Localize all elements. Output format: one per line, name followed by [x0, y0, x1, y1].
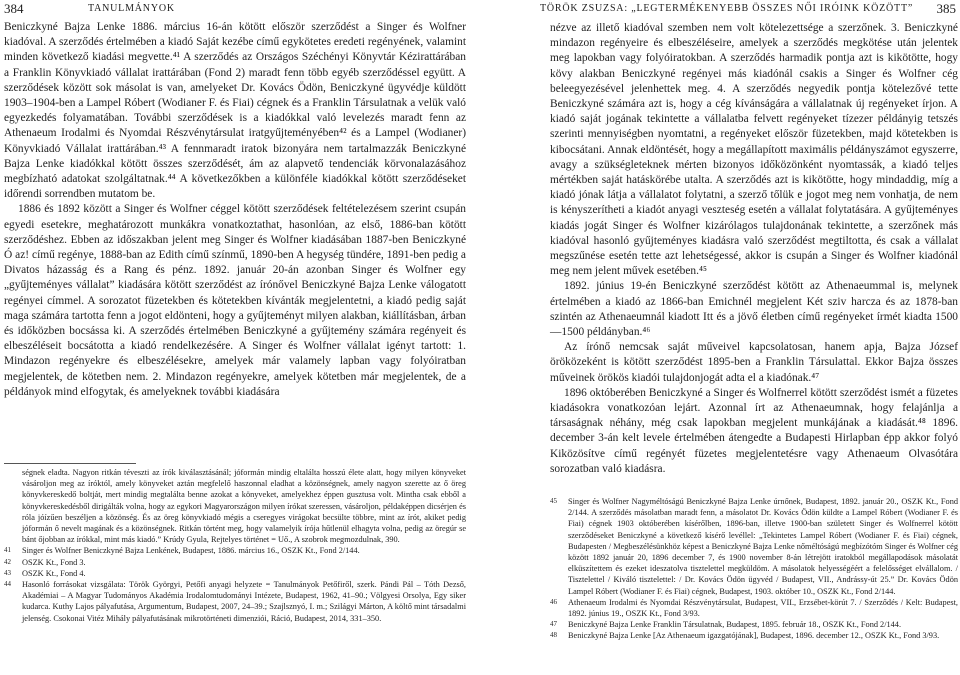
left-paragraph-2: 1886 és 1892 között a Singer és Wolfner céggel kötött szerződések feltételezésem szerint csupán egyedi esetekre, meghatározott munkákra vonatkoztathat, hasonlóan, az első, 1886-ban kötött szerződéshez. Ebben az időszakban jelent meg Singer és Wolfner kiadásában 1887-ben Beniczkyné Ó az! című regénye, 1888-ban az Edith című színmű, 1890-ben A hegység tündére, 1891-ben pedig a Divatos házasság és a Rang és pénz. 1892. január 20-án azonban Singer és Wolfner egy „gyűjteményes vállalat” kiadására kötött szerződést az írónővel Beniczkyné Bajza Lenke válogatott regényei címmel. A sorozatot füzetekben és kötetekben kívánták megjelentetni, a kiadó pedig saját maga számára tartotta fenn a jogot eldönteni, hogy a gyűjteményt milyen alakban, kiállításban, árban és időközben bocsássa ki. A szerződés értelmében Beniczkyné a gyűjtemény számára regényeit és elbeszéléseit bocsátotta a kiadó rendelkezésére. A Singer és Wolfner vállalat igényt tartott: 1. Mindazon regényekre és elbeszélésekre, amelyek már valamely lapban vagy folyóiratban megjelentek, de kötetben nem. 2. Mindazon regényekre, amelyek kötetben már megjelentek, de a példányok mind elfogytak, és amelyeknek további kiadására [4, 203, 466, 398]
footnote-text: Beniczkyné Bajza Lenke [Az Athenaeum igazgatójának], Budapest, 1896. december 12., OSZK Kt., Fond 3/93. [568, 631, 940, 641]
left-body-text [4, 20, 466, 400]
right-paragraph-4: 1896 októberében Beniczkyné a Singer és Wolfnerrel kötött szerződést ismét a füzetes kiadásokra vonatkozóan lejárt. Azonnal írt az Athenaeumnak, hogy felajánlja a társaságnak néhány, még csak lapokban megjelent munkájának a kiadását.⁴⁸ 1896. december 3-án kelt levele értelmében átengedte a Budapesti Hirlapban épp akkor folyó Kiközösítve című regényét füzetes megjelentetésre vagy Athenaeum Olvasótára sorozatban való kiadásra. [550, 386, 958, 475]
footnote-text: ségnek eladta. Nagyon ritkán téveszti az írók kiválasztásánál; jóformán mindig eltalálta hosszú élete alatt, hogy milyen könyveket vásároljon meg az íróktól, amely könyveket aztán megfelelő haszonnal eladhat a közönségnek, amely nagyon szerette az ő öreg könyvkereskedő boltját, mert mindig megtalálta benne azokat a könyveket, amelyekhez éppen gusztusa volt. Mintha csak ebből a könyvkereskedésből dirigálták volna, hogy az egykori Magyarországon milyen írókat szeressen, vásároljon, példaképpen dicsérjen és róla jóízűen beszéljen a közönség. És az öreg könyvkiadó mégis a cseregyes virágokat becsülte többre, mint az írót, akiket pedig jóformán ő nevelt magának és a közönségnek. Ritkán történt meg, hogy valamelyik írója hűtlenül elhagyta volna, pedig az öregúr se bánt őjobban az írókkal, mint más kiadó.” Krúdy Gyula, Rejtelyes történet = Uő., A szobrok megmozdulnak, 390. [22, 468, 466, 545]
footnote [4, 579, 466, 624]
left-running-header [4, 1, 466, 17]
footnote-number: 43 [4, 568, 11, 577]
footnote-text: OSZK Kt., Fond 4. [22, 568, 86, 578]
left-paragraph-1: Beniczkyné Bajza Lenke 1886. március 16-án kötött először szerződést a Singer és Wolfner kiadóval. A szerződés értelmében a kiadó Saját kezébe című egykötetes eredeti regényének, valamint minden következő kiadási megvette.⁴¹ A szerződés az Országos Széchényi Könyvtár Kézirattárában a Franklin Könyvkiadó vállalat irattárában (Fond 2) maradt fenn több egyéb szerződéssel együtt. A szerződések között sok másolat is van, amelyeket Dr. Kovács Ödön, Beniczkyné ügyvédje küldött 1903–1904-ben a Lampel Róbert (Wodianer F. és Fiai) cégnek és a Franklin Társulatnak a velük való egyezkedés folyamatában. További szerződések is a kiadókkal való levelezés maradt fenn az Athenaeum Irodalmi és Nyomdai Részvénytársulat iratgyűjteményében⁴² és a Lampel (Wodianer) Könyvkiadó Vállalat irattárában.⁴³ A fennmaradt iratok bizonyára nem tartalmazzák Beniczkyné Bajza Lenke kiadókkal kötött összes szerződését, ám az alapvető tendenciák körvonalazásához megbízható adatokat szolgáltatnak.⁴⁴ A következőkben a különféle kiadókkal kötött szerződéseket időrendi sorrendben mutatom be. [4, 21, 466, 201]
right-paragraph-3: Az írónő nemcsak saját műveivel kapcsolatosan, hanem apja, Bajza József öröközeként is kötött szerződést 1895-ben a Franklin Társulattal. Ekkor Bajza összes műveinek örökös kiadói tulajdonjogát adta el a kiadónak.⁴⁷ [550, 341, 958, 384]
right-page [480, 0, 960, 675]
right-running-title: TÖRÖK ZSUZSA: „LEGTERMÉKENYEBB ÖSSZES NŐI IRÓINK KÖZÖTT” [540, 3, 914, 14]
footnote-text: Hasonló forrásokat vizsgálata: Török Györgyi, Petőfi anyagi helyzete = Tanulmányok Petőfiről, szerk. Pándi Pál – Tóth Dezső, Akadémiai – A Magyar Tudományos Akadémia Irodalomtudományi Intézete, Budapest, 1962, 41–90.; Völgyesi Orsolya, Egy siker kudarca. Kuthy Lajos pályafutása, Argumentum, Budapest, 2007, 24–39.; Szajlsznyó, I. m.; Szilágyi Márton, A költő mint társadalmi jelenség. Csokonai Vitéz Mihály pályafutásának mikrotörténeti dimenziói, Ráció, Budapest, 2014, 331–350. [22, 580, 466, 623]
left-running-title: TANULMÁNYOK [88, 3, 175, 14]
left-footnotes [4, 467, 466, 624]
footnote-text: OSZK Kt., Fond 3. [22, 557, 86, 567]
footnote-text: Singer és Wolfner Beniczkyné Bajza Lenkének, Budapest, 1886. március 16., OSZK Kt., Fond 2/144. [22, 546, 360, 556]
right-paragraph-1: nézve az illető kiadóval szemben nem volt kötelezettsége a szerzőnek. 3. Beniczkyné mindazon regényeire és elbeszéléseire, amelyek a szerződés megkötése után jelentek meg lapokban vagy folyóiratokban. A szerződés harmadik pontja azt is kikötötte, hogy kövy alakban Beniczkyné regényei más kiadónál csakis a Singer és Wolfner cég beleegyezésével jelenhettek meg. 4. A szerződés negyedik pontja kötelezővé tette Beniczkyné számára azt is, hogy a cég kívánságára a vállalatnak új regényeket írjon. A kiadó saját jogának tekintette a vállalatba felvett regényeket tízezer példányig tetszés szerinti mennyiségben nyomtatni, a regényeket először füzetekben, majd kötetekben is kibocsátani. Annak eldöntését, hogy a megállapított maximális példányszámot egyszerre, avagy a szükségleteknek mérten bizonyos időközönként nyomtassák, a kiadó teljes mértékben saját hatáskörébe utalta. A szerződés azt is kikötötte, hogy mindaddig, míg a kiadó jónak látja a vállalatot folytatni, a szerző tőlük e jogot meg nem vonhatja, de nem is kényszerítheti a kiadót anyagi veszteség esetén a vállalat folytatására. A gyűjteményes kiadás jogát Singer és Wolfner kizárólagos tulajdonának tekintette, a szerzőnek más kiadóval hasonló gyűjteményes kiadásra való szerződést megtiltotta, és csak a vállalat megszűnése esetén tette azt lehetségessé, akkor is csupán a Singer és Wolfner kiadónál meg nem jelent művek esetében.⁴⁵ [550, 22, 958, 278]
footnote-number: 41 [4, 546, 11, 555]
footnote [550, 619, 958, 630]
right-running-header [484, 1, 956, 17]
left-page-number: 384 [4, 1, 24, 16]
footnote-text: Beniczkyné Bajza Lenke Franklin Társulatnak, Budapest, 1895. február 18., OSZK Kt., Fond 2/144. [568, 620, 902, 630]
footnote-number: 45 [550, 497, 557, 505]
right-body-text [550, 21, 958, 477]
footnote-text: Singer és Wolfner Nagyméltóságú Beniczkyné Bajza Lenke úrnőnek, Budapest, 1892. január 20., OSZK Kt., Fond 2/144. A szerződés másolatban maradt fenn, a másolatot Dr. Kovács Ödön küldte a Lampel Róbert (Wodianer F. és Fiai) cégnek 1903 októberében kísérőlben, 1896-ban, illetve 1900-ban született Singer és Wolfnerrel kötött szerződéseket Beniczkyné a következő kísérő levéllel: „Tekintetes Lampel Róbert (Wodianer F. és Fiai) cégnek, Budapesten / Megbeszélésünkhöz képest a Beniczkyné Bajza Lenke nőméltóságú megbízótóm Singer és Wolfner cég között 1892 január 20, 1896 december 7, és 1900 november 8-án létrejött iratokból megállapodások másolatát elküszítettem és ezeket ideszatolva tisztelettel megküldöm. A másolatok helyességéért a felelősséget elvállalom. / Tisztelettel / Kiváló tisztelettel: / Dr. Kovács Ödön ügyvéd / Budapest, VII., Andrássy-út 25.” Dr. Kovács Ödön Lampel Róbert (Wodianer F. és Fiai) cégnek, Budapest, 1903. október 10., OSZK Kt., Fond 2/144. [568, 497, 958, 596]
right-paragraph-2: 1892. június 19-én Beniczkyné szerződést kötött az Athenaeummal is, melynek értelmében a kiadó az 1866-ban Emichnél megjelent Két sziv harcza és az 1878-ban szintén az Athenaeumnál kiadott Itt és a jövő életben című regényeket írmét kiadta 1500—1500 példányban.⁴⁶ [550, 280, 958, 339]
footnote-number: 46 [550, 597, 557, 606]
right-page-number: 385 [936, 1, 956, 16]
footnote-rule [4, 463, 136, 464]
footnote-number: 47 [550, 620, 557, 629]
footnote-number: 48 [550, 631, 557, 640]
footnote-number: 44 [4, 580, 11, 589]
right-footnotes [550, 496, 958, 642]
footnote [4, 545, 466, 556]
footnote [4, 557, 466, 568]
left-page [0, 0, 470, 675]
footnote-text: Athenaeum Irodalmi és Nyomdai Részvénytársulat, Budapest, VII., Erzsébet-körút 7. / Szerződés / Kelt: Budapest, 1892. június 19., OSZK Kt., Fond 3/93. [568, 597, 958, 619]
footnote [4, 467, 466, 545]
footnote [550, 630, 958, 641]
footnote-number: 42 [4, 557, 11, 566]
footnote [550, 597, 958, 619]
footnote [4, 568, 466, 579]
footnote [550, 496, 958, 597]
